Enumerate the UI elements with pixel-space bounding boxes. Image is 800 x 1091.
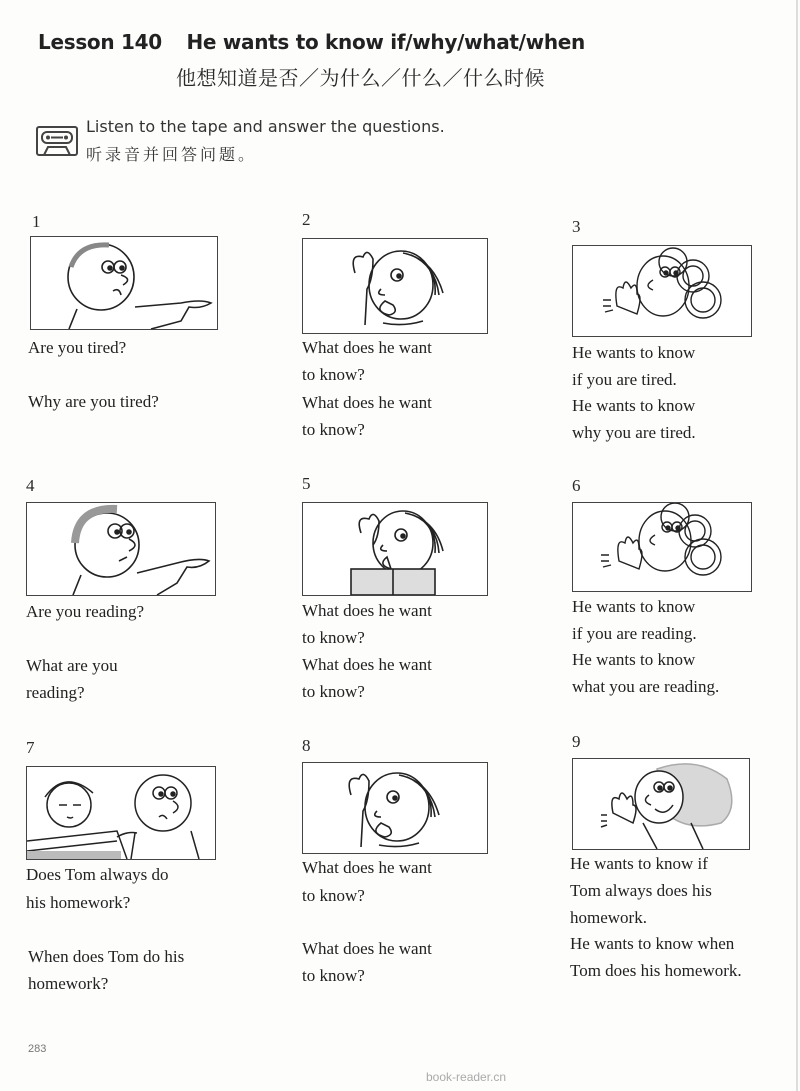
lesson-title-english: He wants to know if/why/what/when xyxy=(186,30,585,54)
lesson-number: Lesson 140 xyxy=(38,30,162,54)
answer-line: Tom always does his xyxy=(570,881,712,900)
answer-line: what you are reading. xyxy=(572,677,720,696)
question-line: What does he want xyxy=(302,601,432,620)
panel-number: 4 xyxy=(26,476,35,495)
question-line: homework? xyxy=(28,974,109,993)
question-line: Why are you tired? xyxy=(28,392,159,411)
page-edge xyxy=(796,0,798,1091)
illustration-woman-hand-to-ear xyxy=(302,238,488,334)
question-line: What does he want xyxy=(302,858,432,877)
illustration-woman-curly-hair-calling xyxy=(572,245,752,337)
answer-line: He wants to know xyxy=(572,597,696,616)
question-line: to know? xyxy=(302,420,365,439)
answer-line: He wants to know xyxy=(572,396,696,415)
watermark: book-reader.cn xyxy=(426,1070,507,1084)
panel-number: 5 xyxy=(302,474,311,493)
question-line: Does Tom always do xyxy=(26,865,169,884)
illustration-man-pointing xyxy=(26,502,216,596)
question-line: his homework? xyxy=(26,893,131,912)
answer-line: why you are tired. xyxy=(572,423,696,442)
illustration-boy-at-desk-and-man xyxy=(26,766,216,860)
question-line: What does he want xyxy=(302,338,432,357)
question-line: to know? xyxy=(302,966,365,985)
question-line: What does he want xyxy=(302,939,432,958)
lesson-title-chinese: 他想知道是否／为什么／什么／什么时候 xyxy=(176,66,545,90)
answer-line: if you are tired. xyxy=(572,370,677,389)
question-line: to know? xyxy=(302,886,365,905)
question-line: What does he want xyxy=(302,393,432,412)
illustration-woman-hand-to-ear xyxy=(302,762,488,854)
lesson-title xyxy=(38,30,585,54)
answer-line: He wants to know xyxy=(572,343,696,362)
answer-line: if you are reading. xyxy=(572,624,697,643)
page-number: 283 xyxy=(28,1043,47,1055)
panel-number: 8 xyxy=(302,736,311,755)
illustration-woman-curly-hair-calling xyxy=(572,758,750,850)
cassette-tape-icon xyxy=(36,126,78,156)
illustration-woman-with-book xyxy=(302,502,488,596)
panel-number: 3 xyxy=(572,217,581,236)
question-line: What are you xyxy=(26,656,118,675)
answer-line: He wants to know if xyxy=(570,854,708,873)
illustration-man-pointing xyxy=(30,236,218,330)
answer-line: Tom does his homework. xyxy=(570,961,742,980)
instruction-english: Listen to the tape and answer the questions. xyxy=(86,117,445,136)
instruction-chinese: 听录音并回答问题。 xyxy=(86,145,258,164)
answer-line: He wants to know when xyxy=(570,934,735,953)
question-line: to know? xyxy=(302,628,365,647)
question-line: Are you tired? xyxy=(28,338,127,357)
question-line: Are you reading? xyxy=(26,602,145,621)
panel-number: 6 xyxy=(572,476,581,495)
illustration-woman-curly-hair-calling xyxy=(572,502,752,592)
panel-number: 7 xyxy=(26,738,35,757)
answer-line: He wants to know xyxy=(572,650,696,669)
question-line: What does he want xyxy=(302,655,432,674)
question-line: reading? xyxy=(26,683,85,702)
question-line: to know? xyxy=(302,365,365,384)
panel-number: 9 xyxy=(572,732,581,751)
answer-line: homework. xyxy=(570,908,647,927)
panel-number: 1 xyxy=(32,212,41,231)
question-line: to know? xyxy=(302,682,365,701)
panel-number: 2 xyxy=(302,210,311,229)
question-line: When does Tom do his xyxy=(28,947,185,966)
